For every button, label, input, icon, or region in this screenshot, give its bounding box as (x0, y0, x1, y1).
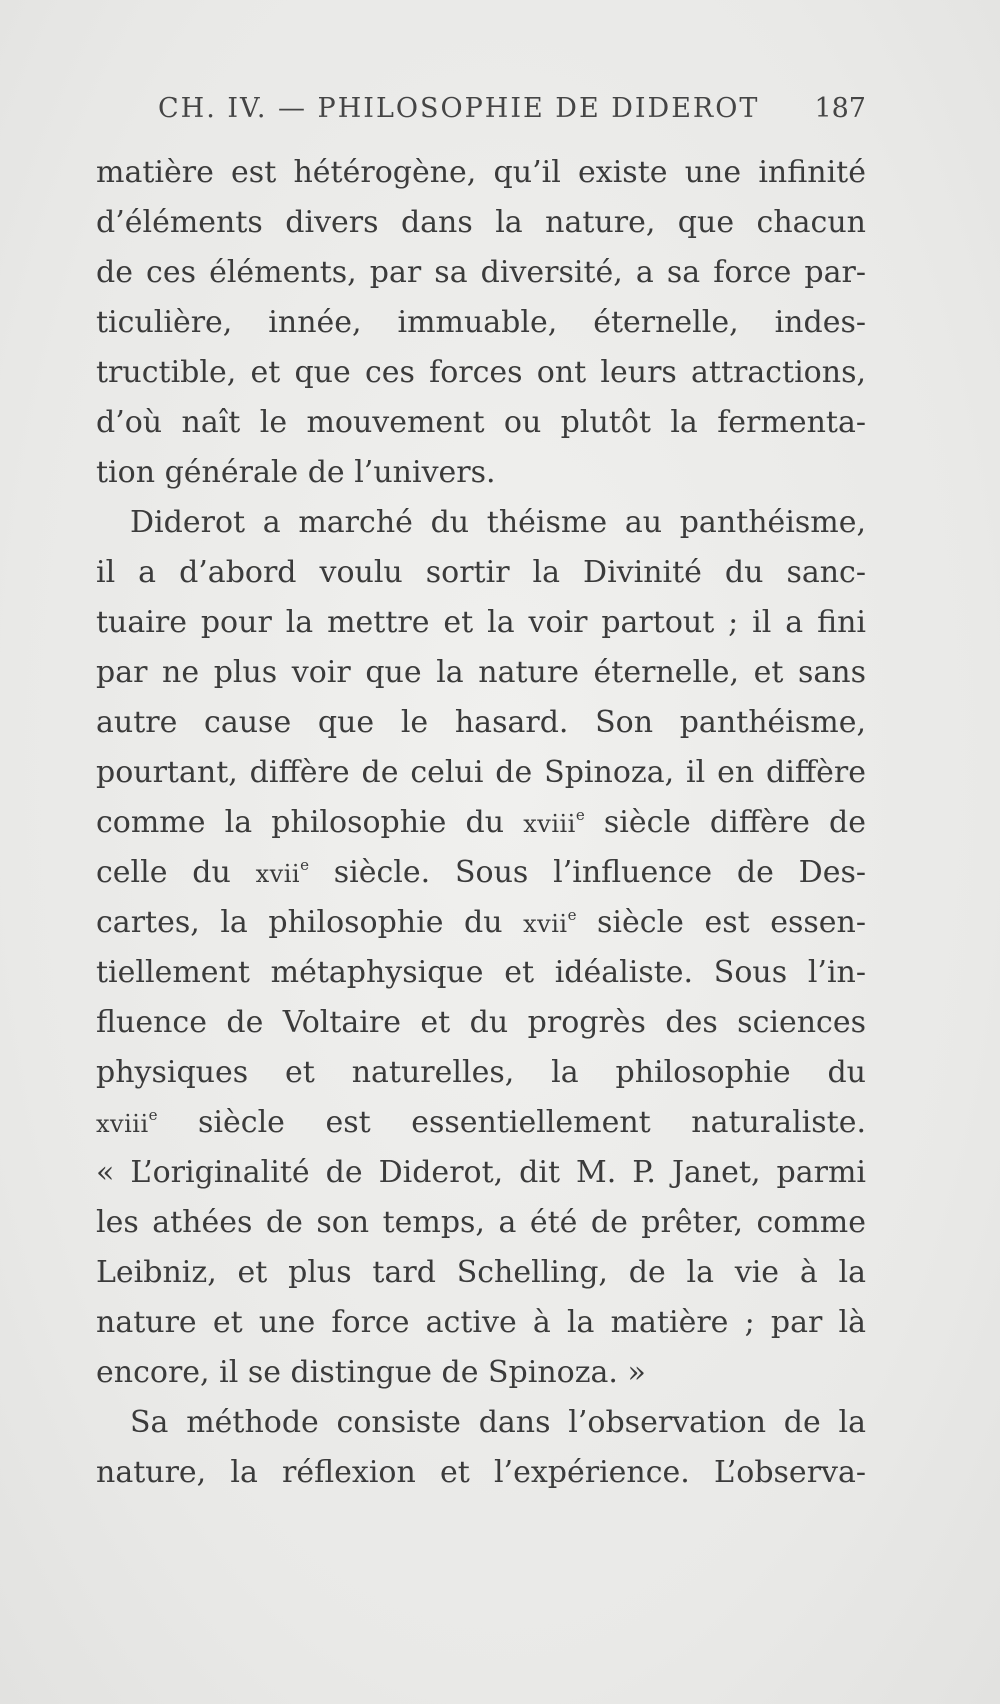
paragraph-first-line: Diderot a marché du théisme au panthéisme, (130, 505, 866, 540)
text-line: comme la philosophie du xviii$^e$ siècle diffère de (96, 805, 866, 840)
text-line: par ne plus voir que la nature éternelle, et sans (96, 655, 866, 690)
text-line: celle du xvii$^e$ siècle. Sous l’influence de Des- (96, 855, 866, 890)
text-line: d’où naît le mouvement ou plutôt la fermenta- (96, 405, 866, 440)
text-line: tiellement métaphysique et idéaliste. Sous l’in- (96, 955, 866, 990)
chapter-title: CH. IV. — PHILOSOPHIE DE DIDEROT (158, 93, 760, 124)
text-line: nature, la réflexion et l’expérience. L’observa- (96, 1455, 866, 1490)
quotation-line: Leibniz, et plus tard Schelling, de la vie à la (96, 1255, 866, 1290)
text-line: matière est hétérogène, qu’il existe une infinité (96, 155, 866, 190)
quotation-line: nature et une force active à la matière ; par là (96, 1305, 866, 1340)
text-line: tructible, et que ces forces ont leurs attractions, (96, 355, 866, 390)
text-line: tuaire pour la mettre et la voir partout ; il a fini (96, 605, 866, 640)
text-line: il a d’abord voulu sortir la Divinité du sanc- (96, 555, 866, 590)
quotation-line: encore, il se distingue de Spinoza. » (96, 1355, 646, 1390)
text-line: ticulière, innée, immuable, éternelle, indes- (96, 305, 866, 340)
text-line: xviii$^e$ siècle est essentiellement naturaliste. (96, 1105, 866, 1140)
running-head (158, 93, 866, 133)
text-line: de ces éléments, par sa diversité, a sa force par- (96, 255, 866, 290)
quotation-line: les athées de son temps, a été de prêter, comme (96, 1205, 866, 1240)
text-line: d’éléments divers dans la nature, que chacun (96, 205, 866, 240)
body-text (96, 148, 866, 1498)
text-line: pourtant, diffère de celui de Spinoza, il en diffère (96, 755, 866, 790)
quotation-line: « L’originalité de Diderot, dit M. P. Janet, parmi (96, 1155, 866, 1190)
text-line: physiques et naturelles, la philosophie du (96, 1055, 866, 1090)
text-line: fluence de Voltaire et du progrès des sciences (96, 1005, 866, 1040)
text-line: cartes, la philosophie du xvii$^e$ siècle est essen- (96, 905, 867, 940)
text-line: autre cause que le hasard. Son panthéisme, (96, 705, 866, 740)
page-number: 187 (814, 93, 866, 124)
text-line: tion générale de l’univers. (96, 455, 496, 490)
paragraph-first-line: Sa méthode consiste dans l’observation de la (130, 1405, 866, 1440)
